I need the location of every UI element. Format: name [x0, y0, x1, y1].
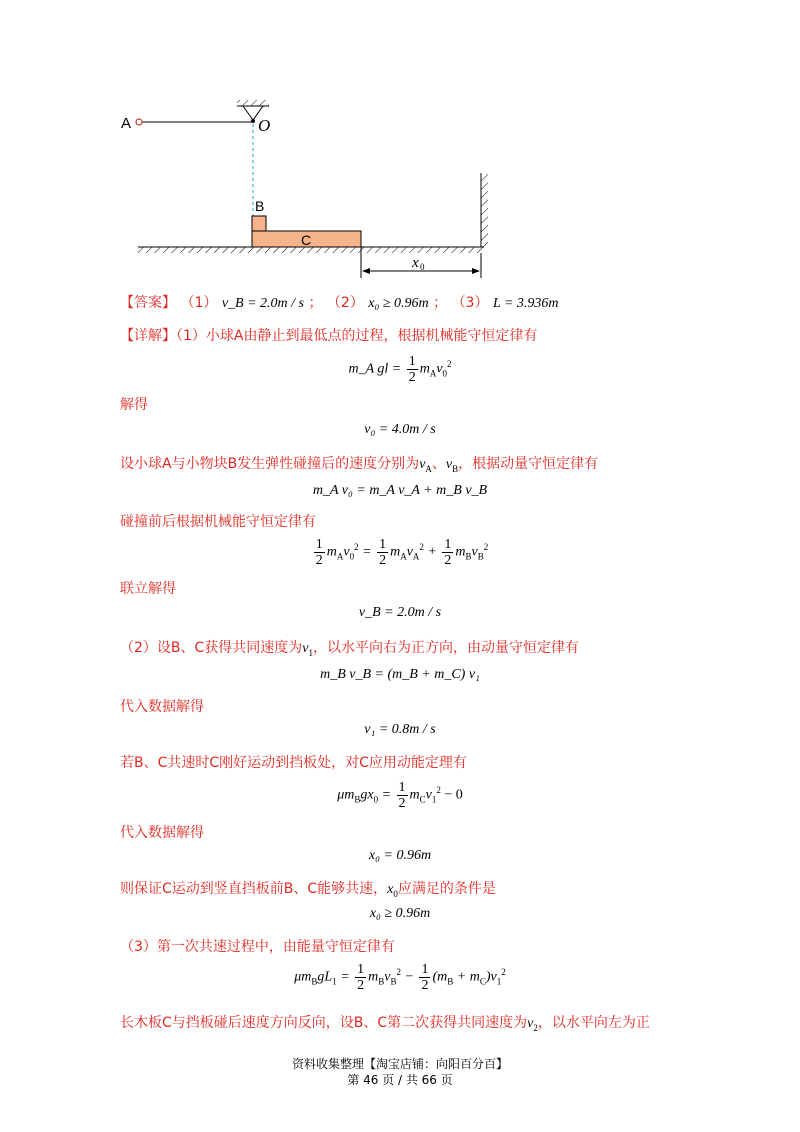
- label-o: O: [258, 116, 271, 135]
- equation-x0: x₀ = 0.96m: [368, 848, 432, 863]
- equation-x0-condition: x₀ ≥ 0.96m: [369, 906, 431, 921]
- ball-a: [136, 119, 142, 125]
- answer-part3: L = 3.936m: [492, 296, 559, 311]
- answer-sep1: ；: [308, 295, 323, 311]
- label-c: C: [301, 232, 312, 248]
- x0-arrow-right: [472, 268, 480, 274]
- label-x0-sub: 0: [420, 262, 425, 272]
- detail-line-7: 代入数据解得: [120, 699, 204, 715]
- detail-line-5: 联立解得: [120, 581, 176, 597]
- answer-sep2: ；: [433, 295, 448, 311]
- detail-text-6b: ，以水平向右为正方向，由动量守恒定律有: [313, 640, 580, 656]
- equation-energy-3: $\mu m_BgL_1$ = $\frac{1}{2}$ $m_Bv_B^2$ − $\frac{1}{2}$ $(m_B + m_C)v_1^2$: [294, 962, 506, 993]
- equation-momentum-1: m_A v₀ = m_A v_A + m_B v_B: [312, 483, 488, 498]
- equation-energy-2: $\frac{1}{2}$ $m_Av_0^2$ = $\frac{1}{2}$ $m_Av_A^2$ + $\frac{1}{2}$ $m_Bv_B^2$: [315, 537, 489, 568]
- ceiling-hatch: [237, 100, 269, 106]
- detail-line-1: [120, 325, 537, 345]
- answer-part1: v_B = 2.0m / s: [221, 296, 304, 311]
- equation-energy-1: m_A gl = $\frac{1}{2}$ $m_Av_0^2$: [348, 354, 452, 385]
- physics-diagram: [0, 0, 800, 290]
- detail-line-9: 代入数据解得: [120, 825, 204, 841]
- detail-line-12: 长木板C与挡板碰后速度方向反向，设B、C第二次获得共同速度为$v_2$，以水平向左为正: [120, 1015, 650, 1033]
- equation-v1: v₁ = 0.8m / s: [364, 722, 436, 737]
- detail-text-6a: （2）设B、C获得共同速度为: [120, 640, 303, 656]
- detail-line-4: 碰撞前后根据机械能守恒定律有: [120, 514, 316, 530]
- label-x0: x: [412, 255, 419, 271]
- detail-text-3c: ，根据动量守恒定律有: [458, 456, 599, 472]
- answer-tag: 【答案】: [120, 295, 176, 311]
- label-a: A: [121, 115, 132, 132]
- detail-text-12a: 长木板C与挡板碰后速度方向反向，设B、C第二次获得共同速度为: [120, 1015, 528, 1031]
- answer-part2: x₀ ≥ 0.96m: [368, 296, 429, 311]
- detail-text-10a: 则保证C运动到竖直挡板前B、C能够共速，: [120, 881, 388, 897]
- detail-line-10: 则保证C运动到竖直挡板前B、C能够共速，$x_0$应满足的条件是: [120, 881, 496, 899]
- footer-page-number: 第 46 页 / 共 66 页: [347, 1073, 453, 1087]
- equation-momentum-2: m_B v_B = (m_B + m_C) v₁: [320, 667, 480, 682]
- detail-text-3b: 、: [431, 456, 446, 472]
- detail-line-3: 设小球A与小物块B发生弹性碰撞后的速度分别为$v_A$、$v_B$，根据动量守恒定律有: [120, 456, 599, 474]
- detail-text-10b: 应满足的条件是: [397, 881, 496, 897]
- answer-part2-num: （2）: [326, 295, 364, 311]
- equation-kinetic: $\mu m_Bgx_0$ = $\frac{1}{2}$ $m_Cv_1^2 - 0$: [337, 780, 463, 811]
- detail-line-11: （3）第一次共速过程中，由能量守恒定律有: [120, 939, 395, 955]
- detail-line-2: 解得: [120, 397, 148, 413]
- answer-line: [120, 292, 559, 312]
- answer-part3-num: （3）: [451, 295, 489, 311]
- detail-text-1: （1）小球A由静止到最低点的过程，根据机械能守恒定律有: [176, 328, 538, 344]
- label-b: B: [255, 198, 265, 214]
- equation-v0: v₀ = 4.0m / s: [364, 422, 436, 437]
- detail-line-8: 若B、C共速时C刚好运动到挡板处，对C应用动能定理有: [120, 755, 467, 771]
- wall-hatch: [481, 173, 488, 247]
- detail-text-12b: ，以水平向左为正: [537, 1015, 650, 1031]
- detail-tag: 【详解】: [120, 328, 176, 344]
- detail-text-3a: 设小球A与小物块B发生弹性碰撞后的速度分别为: [120, 456, 420, 472]
- detail-line-6: （2）设B、C获得共同速度为$v_1$，以水平向右为正方向，由动量守恒定律有: [120, 640, 580, 658]
- equation-vb: v_B = 2.0m / s: [358, 605, 442, 620]
- footer-source: 资料收集整理【淘宝店铺：向阳百分百】: [291, 1057, 508, 1071]
- block-b: [252, 216, 266, 231]
- answer-part1-num: （1）: [180, 295, 218, 311]
- eq1-frac: $\frac{1}{2}$: [408, 354, 416, 385]
- eq1-lhs: m_A gl =: [348, 361, 402, 377]
- x0-arrow-left: [362, 268, 370, 274]
